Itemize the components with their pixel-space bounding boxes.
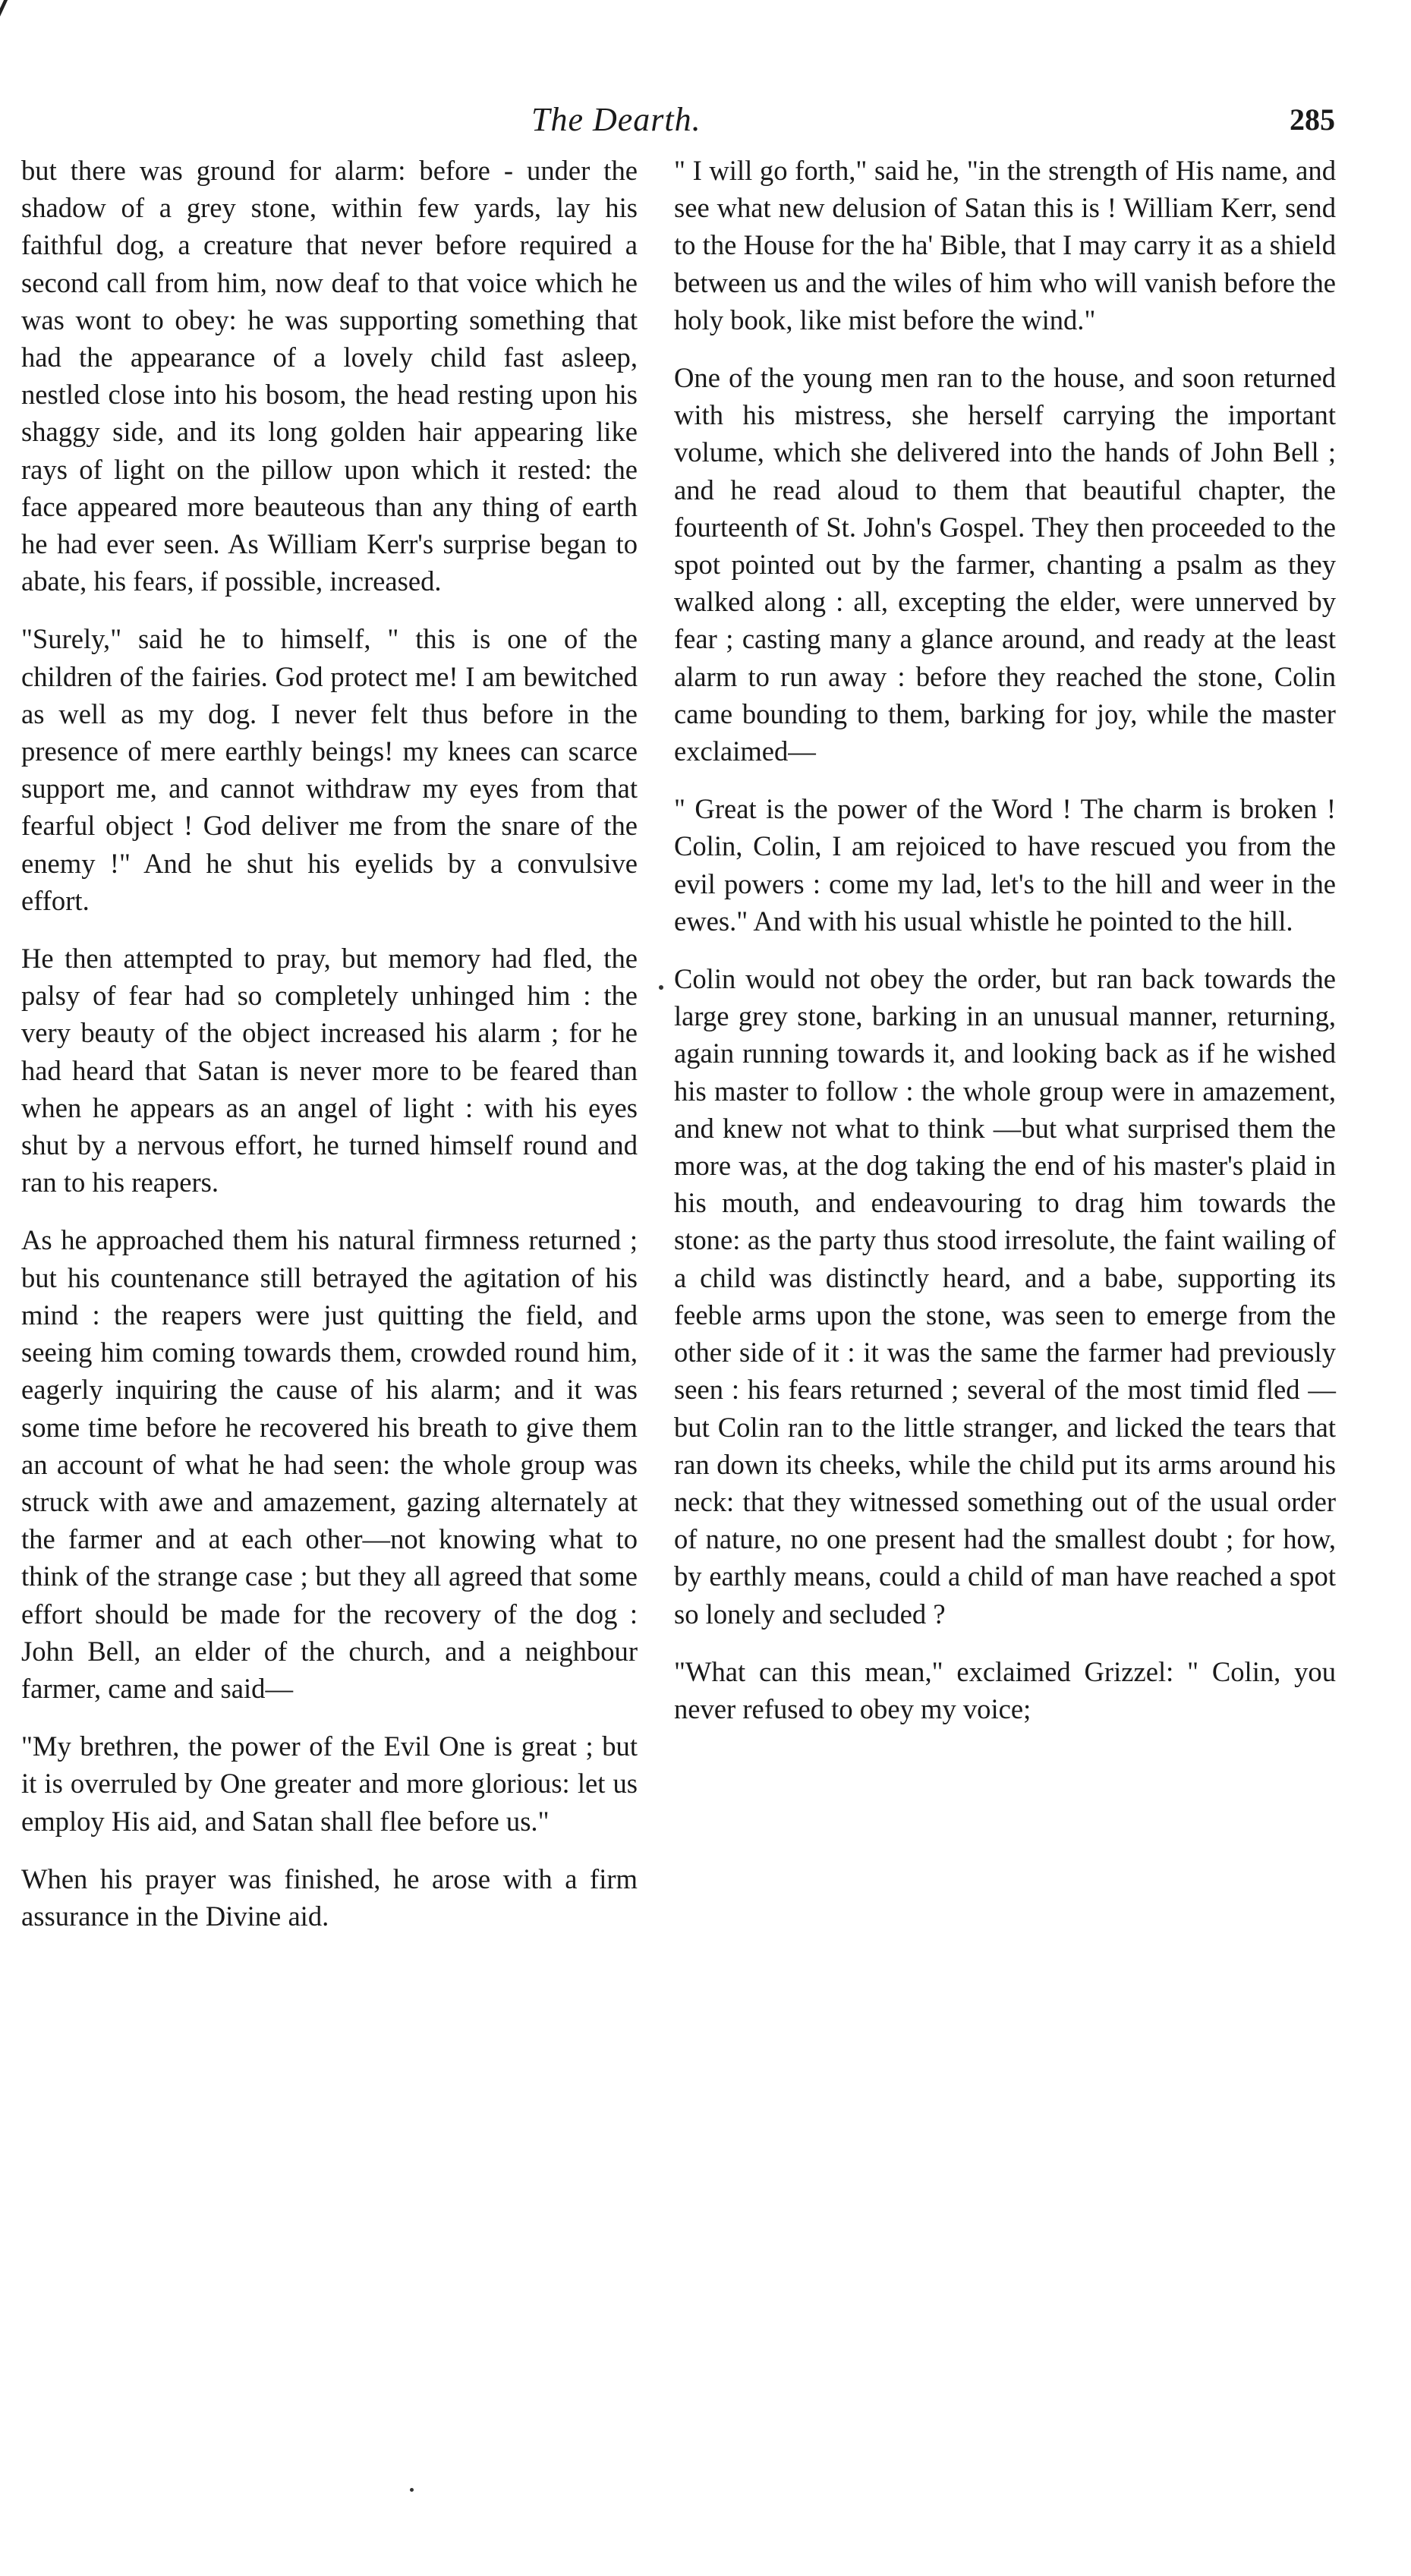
paragraph: He then attempted to pray, but memory had fled, the palsy of fear had so completely unhinged him : the very beauty of the object increased his alarm ; for he had heard that Satan is never more to be feared than when he appears as an angel of light : with his eyes shut by a nervous effort, he turned himself round and ran to his reapers. [21,943,638,1198]
margin-mark [0,0,18,17]
paragraph: One of the young men ran to the house, and soon returned with his mistress, she herself carrying the important volume, which she delivered into the hands of John Bell ; and he read aloud to them that beautiful chapter, the fourteenth of St. John's Gospel. They then proceeded to the spot pointed out by the farmer, chanting a psalm as they walked along : all, excepting the elder, were unnerved by fear ; casting many a glance around, and ready at the least alarm to run away : before they reached the stone, Colin came bounding to them, barking for joy, while the master exclaimed— [674,362,1336,767]
stray-dot [659,985,663,990]
left-column [21,152,638,1955]
running-title: The Dearth. [531,101,701,138]
paragraph: " I will go forth," said he, "in the strength of His name, and see what new delusion of Satan this is ! William Kerr, send to the House for the ha' Bible, that I may carry it as a shield between us and the wiles of him who will vanish before the holy book, like mist before the wind." [674,155,1336,335]
paragraph: "What can this mean," exclaimed Grizzel: " Colin, you never refused to obey my voice; [674,1655,1336,1724]
paragraph: "My brethren, the power of the Evil One is great ; but it is overruled by One greater and more glorious: let us employ His aid, and Satan shall flee before us." [21,1730,638,1837]
right-column [674,152,1336,1748]
paragraph: " Great is the power of the Word ! The charm is broken ! Colin, Colin, I am rejoiced to have rescued you from the evil powers : come my lad, let's to the hill and weer in the ewes." And with his usual whistle he pointed to the hill. [674,793,1336,937]
paragraph: but there was ground for alarm: before ‑ under the shadow of a grey stone, within few yards, lay his faithful dog, a creature that never before required a second call from him, now deaf to that voice which he was wont to obey: he was supporting something that had the appearance of a lovely child fast asleep, nestled close into his bosom, the head resting upon his shaggy side, and its long golden hair appearing like rays of light on the pillow upon which it rested: the face appeared more beauteous than any thing of earth he had ever seen. As William Kerr's surprise began to abate, his fears, if possible, increased. [21,155,638,597]
paragraph: Colin would not obey the order, but ran back towards the large grey stone, barking in an unusual manner, returning, again running towards it, and looking back as if he wished his master to follow : the whole group were in amazement, and knew not what to think —but what surprised them the more was, at the dog taking the end of his master's plaid in his mouth, and endeavouring to drag him towards the stone: as the party thus stood irresolute, the faint wailing of a child was distinctly heard, and a babe, supporting its feeble arms upon the stone, was seen to emerge from the other side of it : it was the same the farmer had previously seen : his fears returned ; several of the most timid fled —but Colin ran to the little stranger, and licked the tears that ran down its cheeks, while the child put its arms around his neck: that they witnessed something out of the usual order of nature, no one present had the smallest doubt ; for how, by earthly means, could a child of man have reached a spot so lonely and secluded ? [674,963,1336,1630]
paragraph: When his prayer was finished, he arose with a firm assurance in the Divine aid. [21,1863,638,1932]
stray-dot [410,2488,414,2492]
page-number: 285 [1290,102,1335,137]
paragraph: As he approached them his natural firmness returned ; but his countenance still betrayed the agitation of his mind : the reapers were just quitting the field, and seeing him coming towards them, crowded round him, eagerly inquiring the cause of his alarm; and it was some time before he recovered his breath to give them an account of what he had seen: the whole group was struck with awe and amazement, gazing alternately at the farmer and at each other—not knowing what to think of the strange case ; but they all agreed that some effort should be made for the recovery of the dog : John Bell, an elder of the church, and a neighbour farmer, came and said— [21,1224,638,1704]
paragraph: "Surely," said he to himself, " this is one of the children of the fairies. God protect me! I am bewitched as well as my dog. I never felt thus before in the presence of mere earthly beings! my knees can scarce support me, and cannot withdraw my eyes from that fearful object ! God deliver me from the snare of the enemy !" And he shut his eyelids by a convulsive effort. [21,623,638,916]
running-head [0,97,1411,150]
